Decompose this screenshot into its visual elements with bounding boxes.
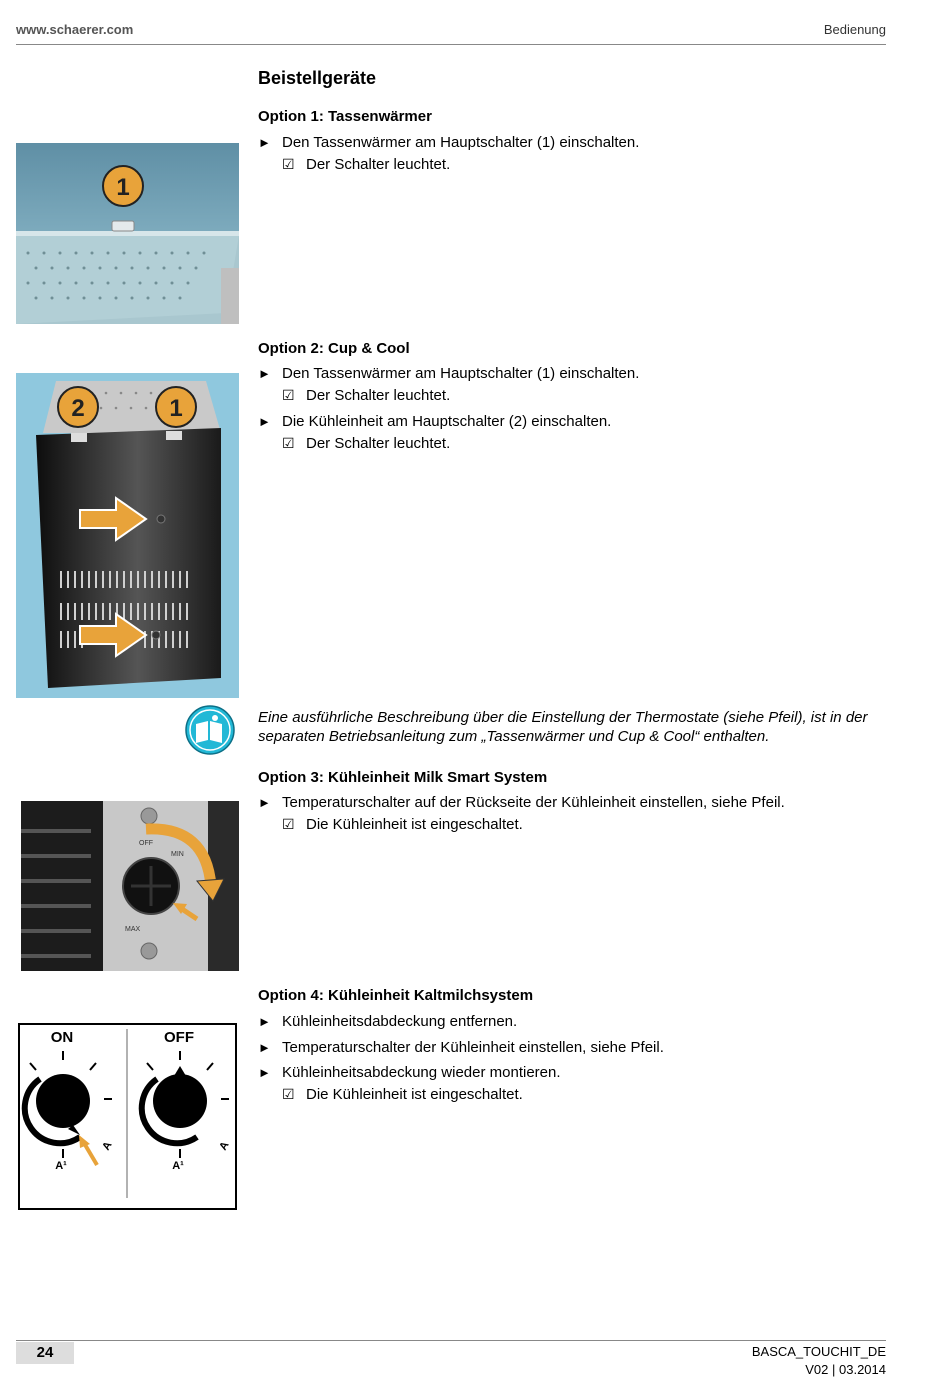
result-item xyxy=(282,156,450,173)
manual-note: Eine ausführliche Beschreibung über die Einstellung der Thermostate (siehe Pfeil), ist in der separaten Betriebsanleitung zum „Tassenwärmer und Cup & Cool“ enthalten. xyxy=(258,709,868,745)
step-text: Temperaturschalter auf der Rückseite der Kühleinheit einstellen, siehe Pfeil. xyxy=(282,794,785,811)
step-marker-icon: ► xyxy=(258,1040,271,1055)
step-item xyxy=(258,134,639,151)
result-text: Der Schalter leuchtet. xyxy=(306,387,451,404)
milk-smart-thermostat-photo xyxy=(21,801,239,971)
label-max: MAX xyxy=(125,926,141,933)
dial-label-left: A¹ xyxy=(55,1160,67,1172)
cup-and-cool-photo xyxy=(16,373,239,698)
side-label-right: A xyxy=(217,1139,232,1153)
label-min: MIN xyxy=(171,851,184,858)
side-label-left: A xyxy=(100,1139,115,1153)
checkbox-icon: ☑ xyxy=(282,816,295,832)
step-marker-icon: ► xyxy=(258,1065,271,1080)
result-text: Der Schalter leuchtet. xyxy=(306,156,451,173)
page-number: 24 xyxy=(16,1342,74,1364)
step-item xyxy=(258,1039,664,1056)
step-item xyxy=(258,413,611,430)
step-text: Kühleinheitsdabdeckung entfernen. xyxy=(282,1013,518,1030)
step-marker-icon: ► xyxy=(258,1014,271,1029)
step-text: Die Kühleinheit am Hauptschalter (2) einschalten. xyxy=(282,413,612,430)
result-text: Der Schalter leuchtet. xyxy=(306,435,451,452)
result-text: Die Kühleinheit ist eingeschaltet. xyxy=(306,1086,523,1103)
option-3-heading: Option 3: Kühleinheit Milk Smart System xyxy=(258,769,548,786)
book-icon xyxy=(184,704,236,756)
result-item xyxy=(282,1086,523,1103)
step-marker-icon: ► xyxy=(258,795,271,810)
checkbox-icon: ☑ xyxy=(282,387,295,403)
thermostat-dial-diagram xyxy=(18,1023,237,1210)
result-item xyxy=(282,435,450,452)
result-text: Die Kühleinheit ist eingeschaltet. xyxy=(306,816,523,833)
step-marker-icon: ► xyxy=(258,366,271,381)
step-text: Den Tassenwärmer am Hauptschalter (1) einschalten. xyxy=(282,365,640,382)
site-url: www.schaerer.com xyxy=(16,22,134,37)
result-item xyxy=(282,387,450,404)
option-4-heading: Option 4: Kühleinheit Kaltmilchsystem xyxy=(258,987,534,1004)
checkbox-icon: ☑ xyxy=(282,1086,295,1102)
label-off: OFF xyxy=(164,1029,194,1046)
badge-1: 1 xyxy=(169,395,183,422)
section-name: Bedienung xyxy=(823,22,886,37)
step-item xyxy=(258,1013,517,1030)
document-id: BASCA_TOUCHIT_DE xyxy=(751,1344,886,1359)
step-marker-icon: ► xyxy=(258,414,271,429)
step-item xyxy=(258,1064,561,1081)
label-off: OFF xyxy=(139,840,153,847)
step-text: Kühleinheitsabdeckung wieder montieren. xyxy=(282,1064,561,1081)
option-1-heading: Option 1: Tassenwärmer xyxy=(258,108,432,125)
label-on: ON xyxy=(50,1029,74,1046)
page-title: Beistellgeräte xyxy=(258,68,377,88)
cup-warmer-photo xyxy=(16,143,239,324)
step-text: Temperaturschalter der Kühleinheit einstellen, siehe Pfeil. xyxy=(282,1039,664,1056)
step-item xyxy=(258,365,639,382)
document-version: V02 | 03.2014 xyxy=(805,1362,886,1377)
step-text: Den Tassenwärmer am Hauptschalter (1) einschalten. xyxy=(282,134,640,151)
footer-divider xyxy=(16,1340,886,1341)
dial-label-right: A¹ xyxy=(172,1160,184,1172)
checkbox-icon: ☑ xyxy=(282,435,295,451)
step-item xyxy=(258,794,785,811)
checkbox-icon: ☑ xyxy=(282,156,295,172)
result-item xyxy=(282,816,523,833)
badge-2: 2 xyxy=(71,395,85,422)
badge-1: 1 xyxy=(116,174,130,201)
header-divider xyxy=(16,44,886,45)
option-2-heading: Option 2: Cup & Cool xyxy=(258,340,410,357)
step-marker-icon: ► xyxy=(258,135,271,150)
